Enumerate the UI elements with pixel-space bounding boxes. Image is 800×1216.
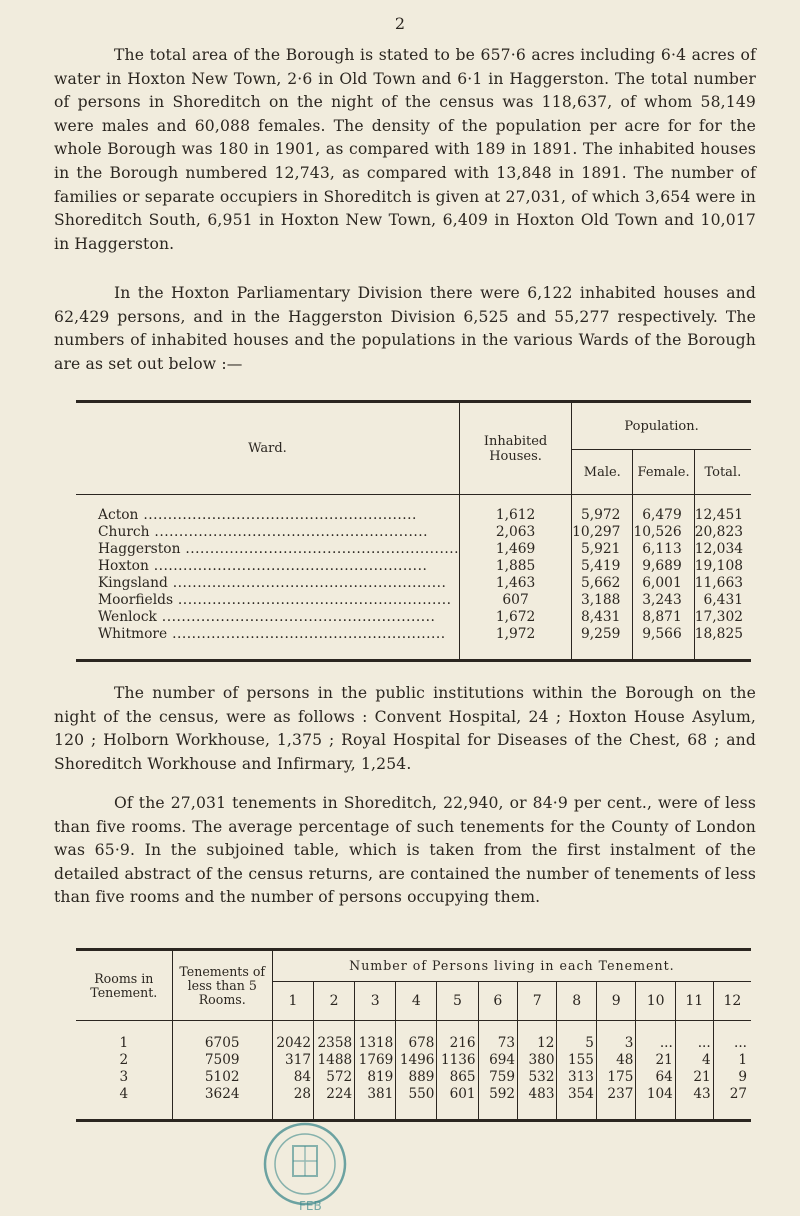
- persons-count-cell: 64: [636, 1069, 675, 1086]
- tenements-value: 3624: [172, 1086, 272, 1121]
- persons-count-cell: 759: [478, 1069, 517, 1086]
- persons-count-cell: 865: [437, 1069, 478, 1086]
- header-inhabited-houses: Inhabited Houses.: [459, 402, 571, 495]
- inhabited-houses: 1,972: [459, 626, 571, 661]
- persons-count-cell: 2358: [314, 1021, 355, 1053]
- female-count: 10,526: [633, 524, 694, 541]
- female-count: 6,479: [633, 495, 694, 525]
- persons-count-cell: 380: [518, 1052, 557, 1069]
- inhabited-houses: 1,612: [459, 495, 571, 525]
- persons-count-cell: 381: [355, 1086, 396, 1121]
- persons-count-cell: 21: [675, 1069, 713, 1086]
- inhabited-houses: 1,469: [459, 541, 571, 558]
- ward-name: Whitmore .....: [76, 626, 459, 661]
- ward-name: Church .....: [76, 524, 459, 541]
- header-persons-6: 6: [478, 982, 517, 1021]
- stamp-text: FEB: [299, 1199, 322, 1213]
- tenements-value: 6705: [172, 1021, 272, 1053]
- ward-name: Haggerston .....: [76, 541, 459, 558]
- persons-count-cell: 28: [272, 1086, 313, 1121]
- paragraph-public-institutions: The number of persons in the public institutions within the Borough on the night of the census, were as follows : Convent Hospital, 24 ; Hoxton House Asylum, 120 ; Holborn Workhouse, 1,375 ; Royal Hospital for Diseases of the Chest, 68 ; and Shoreditch Workhouse and Infirmary, 1,254.: [54, 684, 756, 773]
- persons-count-cell: 48: [596, 1052, 635, 1069]
- persons-count-cell: 12: [518, 1021, 557, 1053]
- table-row: [76, 495, 751, 525]
- persons-count-cell: 5: [557, 1021, 596, 1053]
- persons-count-cell: 175: [596, 1069, 635, 1086]
- female-count: 9,689: [633, 558, 694, 575]
- header-ward: Ward.: [76, 402, 459, 495]
- header-male: Male.: [572, 450, 633, 495]
- female-count: 9,566: [633, 626, 694, 661]
- header-persons-per-tenement: Number of Persons living in each Tenement.: [272, 950, 751, 982]
- persons-count-cell: 601: [437, 1086, 478, 1121]
- paragraph-tenements: Of the 27,031 tenements in Shoreditch, 22,940, or 84·9 per cent., were of less than five rooms. The average percentage of such tenements for the County of London was 65·9. In the subjoined table, which is taken from the first instalment of the detailed abstract of the census returns, are contained the number of tenements of less than five rooms and the number of persons occupying them.: [54, 794, 756, 907]
- table-row: [76, 541, 751, 558]
- persons-count-cell: 21: [636, 1052, 675, 1069]
- persons-count-cell: 1318: [355, 1021, 396, 1053]
- total-count: 20,823: [694, 524, 743, 540]
- header-tenements-less-than-5: Tenements of less than 5 Rooms.: [172, 950, 272, 1021]
- total-count: 6,431: [703, 592, 743, 608]
- header-persons-5: 5: [437, 982, 478, 1021]
- male-count: 5,419: [572, 558, 633, 575]
- persons-count-cell: 483: [518, 1086, 557, 1121]
- header-total: Total.: [694, 450, 751, 495]
- table-row: [76, 575, 751, 592]
- persons-count-cell: 27: [729, 1086, 747, 1102]
- header-population: Population.: [572, 402, 751, 450]
- persons-count-cell: 592: [478, 1086, 517, 1121]
- header-persons-1: 1: [272, 982, 313, 1021]
- table-row: [76, 1069, 751, 1086]
- page-number: 2: [394, 14, 406, 33]
- rooms-value: 2: [76, 1052, 172, 1069]
- table-row: [76, 1021, 751, 1053]
- header-persons-2: 2: [314, 982, 355, 1021]
- persons-count-cell: 1136: [437, 1052, 478, 1069]
- inhabited-houses: 1,672: [459, 609, 571, 626]
- total-count: 12,034: [694, 541, 743, 557]
- header-female: Female.: [633, 450, 694, 495]
- persons-count-cell: 678: [396, 1021, 437, 1053]
- persons-count-cell: 354: [557, 1086, 596, 1121]
- male-count: 5,921: [572, 541, 633, 558]
- male-count: 3,188: [572, 592, 633, 609]
- header-persons-8: 8: [557, 982, 596, 1021]
- ward-name: Acton .....: [76, 495, 459, 525]
- table-row: [76, 626, 751, 661]
- persons-count-cell: 313: [557, 1069, 596, 1086]
- persons-count-cell: 2042: [272, 1021, 313, 1053]
- header-persons-7: 7: [518, 982, 557, 1021]
- header-persons-10: 10: [636, 982, 675, 1021]
- persons-count-cell: 819: [355, 1069, 396, 1086]
- persons-count-cell: 104: [636, 1086, 675, 1121]
- persons-count-cell: 216: [437, 1021, 478, 1053]
- persons-count-cell: 4: [675, 1052, 713, 1069]
- ward-population-table: [76, 400, 751, 662]
- inhabited-houses: 607: [459, 592, 571, 609]
- header-rooms-in-tenement: Rooms in Tenement.: [76, 950, 172, 1021]
- table-row: [76, 558, 751, 575]
- persons-count-cell: ...: [675, 1021, 713, 1053]
- rooms-value: 3: [76, 1069, 172, 1086]
- table-row: [76, 524, 751, 541]
- header-persons-11: 11: [675, 982, 713, 1021]
- table-row: [76, 592, 751, 609]
- ward-name: Kingsland .....: [76, 575, 459, 592]
- male-count: 10,297: [572, 524, 633, 541]
- persons-count-cell: 1769: [355, 1052, 396, 1069]
- ward-name: Moorfields .....: [76, 592, 459, 609]
- inhabited-houses: 1,463: [459, 575, 571, 592]
- male-count: 5,972: [572, 495, 633, 525]
- persons-count-cell: 43: [675, 1086, 713, 1121]
- female-count: 6,001: [633, 575, 694, 592]
- persons-count-cell: 532: [518, 1069, 557, 1086]
- female-count: 8,871: [633, 609, 694, 626]
- total-count: 19,108: [694, 558, 743, 574]
- male-count: 5,662: [572, 575, 633, 592]
- ward-name: Wenlock .....: [76, 609, 459, 626]
- persons-count-cell: 317: [272, 1052, 313, 1069]
- table-row: [76, 1086, 751, 1121]
- ward-name: Hoxton .....: [76, 558, 459, 575]
- header-persons-4: 4: [396, 982, 437, 1021]
- persons-count-cell: 84: [272, 1069, 313, 1086]
- male-count: 9,259: [572, 626, 633, 661]
- persons-count-cell: 694: [478, 1052, 517, 1069]
- total-count: 11,663: [694, 575, 743, 591]
- persons-count-cell: 1488: [314, 1052, 355, 1069]
- persons-count-cell: 155: [557, 1052, 596, 1069]
- persons-count-cell: 572: [314, 1069, 355, 1086]
- tenements-value: 7509: [172, 1052, 272, 1069]
- total-count: 12,451: [694, 507, 743, 523]
- rooms-value: 4: [76, 1086, 172, 1121]
- persons-count-cell: ...: [636, 1021, 675, 1053]
- persons-count-cell: 73: [478, 1021, 517, 1053]
- persons-count-cell: ...: [734, 1035, 747, 1051]
- persons-count-cell: 889: [396, 1069, 437, 1086]
- table-row: [76, 609, 751, 626]
- table-row: [76, 1052, 751, 1069]
- male-count: 8,431: [572, 609, 633, 626]
- tenements-value: 5102: [172, 1069, 272, 1086]
- persons-count-cell: 3: [596, 1021, 635, 1053]
- inhabited-houses: 1,885: [459, 558, 571, 575]
- paragraph-area-population: The total area of the Borough is stated to be 657·6 acres including 6·4 acres of water in Hoxton New Town, 2·6 in Old Town and 6·1 in Haggerston. The total number of persons in Shoreditch on the night of the census was 118,637, of whom 58,149 were males and 60,088 females. The density of the population per acre for for the whole Borough was 180 in 1901, as compared with 189 in 1891. The inhabited houses in the Borough numbered 12,743, as compared with 13,848 in 1891. The number of families or separate occupiers in Shoreditch is given at 27,031, of which 3,654 were in Shoreditch South, 6,951 in Hoxton New Town, 6,409 in Hoxton Old Town and 10,017 in Haggerston.: [54, 46, 756, 253]
- persons-count-cell: 1: [738, 1052, 747, 1068]
- header-persons-12: 12: [713, 982, 751, 1021]
- total-count: 17,302: [694, 609, 743, 625]
- header-persons-9: 9: [596, 982, 635, 1021]
- header-persons-3: 3: [355, 982, 396, 1021]
- rooms-value: 1: [76, 1021, 172, 1053]
- persons-count-cell: 237: [596, 1086, 635, 1121]
- persons-count-cell: 9: [738, 1069, 747, 1085]
- persons-count-cell: 1496: [396, 1052, 437, 1069]
- library-stamp-icon: [255, 1116, 355, 1216]
- paragraph-parliamentary-divisions: In the Hoxton Parliamentary Division there were 6,122 inhabited houses and 62,429 persons, and in the Haggerston Division 6,525 and 55,277 respectively. The numbers of inhabited houses and the populations in the various Wards of the Borough are as set out below :—: [54, 284, 756, 373]
- persons-count-cell: 224: [314, 1086, 355, 1121]
- total-count: 18,825: [694, 626, 743, 642]
- female-count: 3,243: [633, 592, 694, 609]
- female-count: 6,113: [633, 541, 694, 558]
- tenement-table: [76, 948, 751, 1122]
- inhabited-houses: 2,063: [459, 524, 571, 541]
- persons-count-cell: 550: [396, 1086, 437, 1121]
